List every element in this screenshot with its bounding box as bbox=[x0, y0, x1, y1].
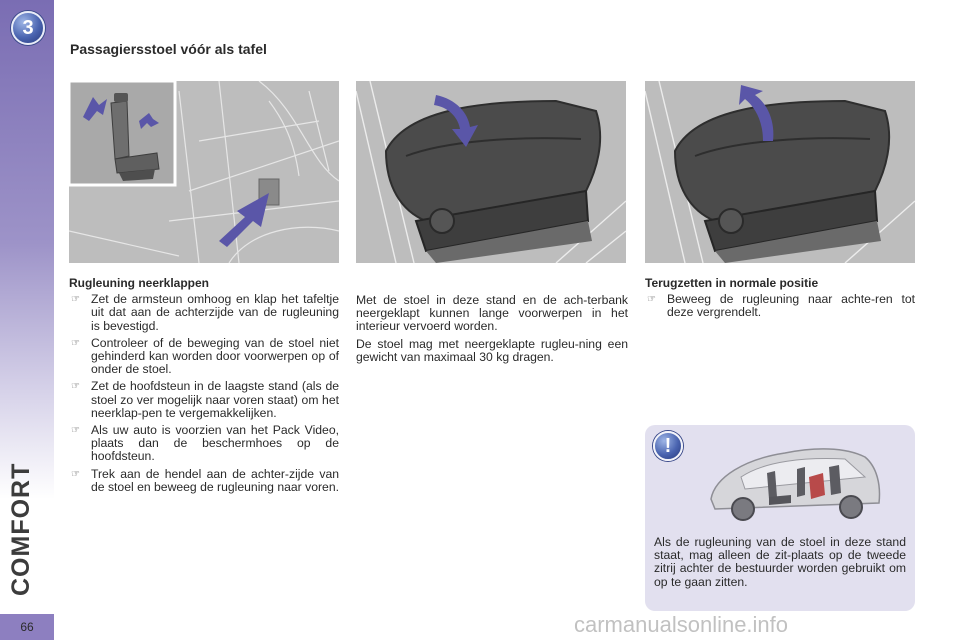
restore-heading: Terugzetten in normale positie bbox=[645, 276, 819, 290]
page-number-text: 66 bbox=[20, 620, 34, 634]
instructions-restore-column bbox=[645, 277, 915, 324]
chapter-number: 3 bbox=[22, 16, 34, 39]
figure-seat-folded bbox=[356, 81, 626, 263]
seat-fold-illustration bbox=[69, 81, 339, 263]
info-paragraph: Met de stoel in deze stand en de ach-terbank neergeklapt kunnen lange voorwerpen in het interieur vervoerd worden. bbox=[356, 293, 628, 334]
info-paragraph: De stoel mag met neergeklapte rugleu-ning een gewicht van maximaal 30 kg dragen. bbox=[356, 336, 628, 364]
pointing-hand-icon: ☞ bbox=[71, 425, 80, 437]
pointing-hand-icon: ☞ bbox=[71, 468, 80, 480]
seat-upright-illustration bbox=[645, 81, 915, 263]
section-title: Passagiersstoel vóór als tafel bbox=[70, 41, 267, 57]
figure-seat-upright bbox=[645, 81, 915, 263]
pointing-hand-icon: ☞ bbox=[71, 337, 80, 349]
instructions-fold-column bbox=[69, 277, 339, 498]
fold-heading: Rugleuning neerklappen bbox=[69, 276, 210, 290]
pointing-hand-icon: ☞ bbox=[71, 381, 80, 393]
pointing-hand-icon: ☞ bbox=[647, 294, 656, 306]
list-item bbox=[69, 380, 339, 420]
warning-box bbox=[645, 425, 915, 611]
seat-folded-illustration bbox=[356, 81, 626, 263]
warning-symbol: ! bbox=[664, 434, 672, 457]
chapter-sidebar bbox=[0, 0, 54, 640]
list-item-text: Zet de armsteun omhoog en klap het tafeltje uit dat aan de achterzijde van de rugleuning is bevestigd. bbox=[91, 292, 339, 333]
list-item bbox=[69, 337, 339, 377]
figure-fold-backrest bbox=[69, 81, 339, 263]
car-seating-illustration bbox=[705, 437, 885, 529]
list-item bbox=[69, 424, 339, 464]
list-item bbox=[69, 293, 339, 333]
list-item-text: Trek aan de hendel aan de achter-zijde van de stoel en beweeg de rugleuning naar voren. bbox=[91, 466, 339, 494]
list-item-text: Controleer of de beweging van de stoel niet gehinderd kan worden door voorwerpen op of onder de stoel. bbox=[91, 335, 339, 377]
pointing-hand-icon: ☞ bbox=[71, 294, 80, 306]
recline-knob bbox=[430, 209, 454, 233]
chapter-number-badge bbox=[11, 11, 45, 45]
list-item-text: Zet de hoofdsteun in de laagste stand (als de stoel zo ver mogelijk naar voren staat) om het neerklap-pen te vergemakkelijken. bbox=[91, 379, 339, 420]
watermark: carmanualsonline.info bbox=[574, 612, 789, 637]
list-item bbox=[69, 468, 339, 494]
chapter-label-text: COMFORT bbox=[7, 462, 35, 596]
list-item-text: Beweeg de rugleuning naar achte-ren tot deze vergrendelt. bbox=[667, 292, 915, 320]
list-item bbox=[645, 293, 915, 319]
page-number bbox=[0, 614, 54, 640]
recline-knob bbox=[719, 209, 743, 233]
info-column bbox=[356, 294, 628, 368]
exclamation-icon bbox=[653, 431, 683, 461]
list-item-text: Als uw auto is voorzien van het Pack Video, plaats dan de beschermhoes op de hoofdsteun. bbox=[91, 423, 339, 464]
warning-text: Als de rugleuning van de stoel in deze stand staat, mag alleen de zit-plaats op de tweede zitrij achter de bestuurder worden gebruikt om op te gaan zitten. bbox=[654, 535, 906, 589]
